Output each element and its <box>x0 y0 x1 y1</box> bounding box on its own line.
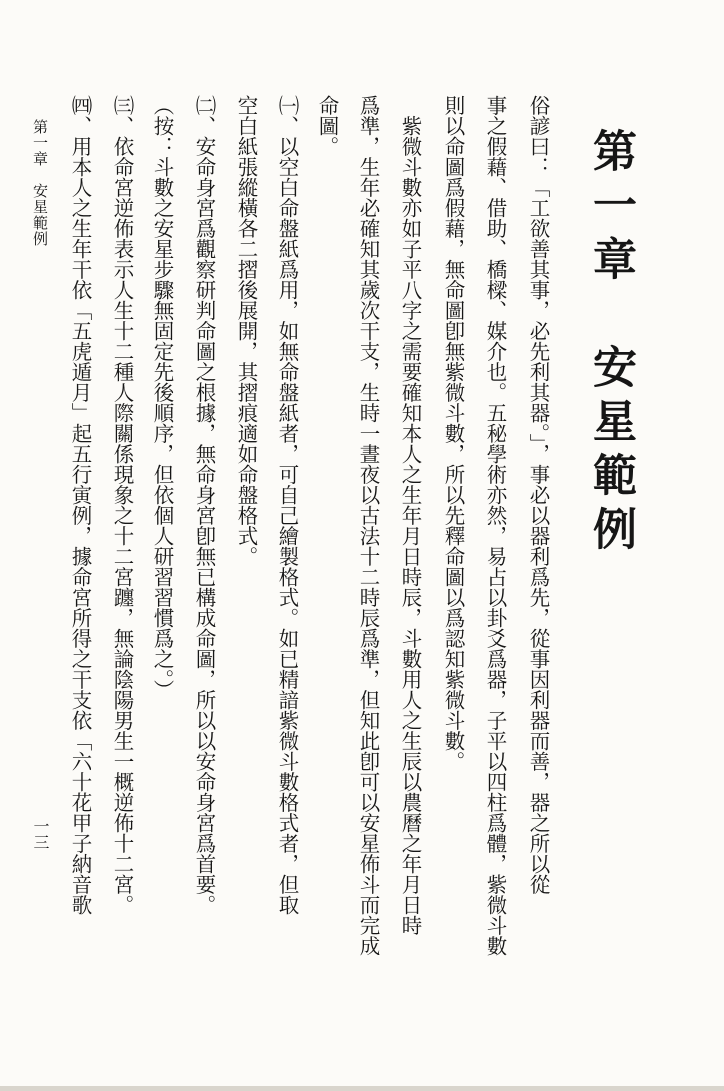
body-line-10: （按：斗數之安星步驟無固定先後順序，但依個人研習習慣爲之。） <box>150 95 174 700</box>
body-line-1: 俗諺曰：「工欲善其事，必先利其器。」，事必以器利爲先，從事因利器而善，器之所以從 <box>526 95 550 895</box>
body-line-11: ㈢、依命宮逆佈表示人生十二種人際關係現象之十二宮躔，無論陰陽男生一概逆佈十二宮。 <box>110 95 134 915</box>
body-line-4: 紫微斗數亦如子平八字之需要確知本人之生年月日時辰，斗數用人之生辰以農曆之年月日時 <box>398 95 422 936</box>
body-line-12: ㈣、用本人之生年干依「五虎遁月」起五行寅例，據命宮所得之干支依「六十花甲子納音歌 <box>68 95 92 915</box>
body-line-2: 事之假藉、借助、橋樑、媒介也。五秘學術亦然，易占以卦爻爲器，子平以四柱爲體，紫微斗數 <box>483 95 507 956</box>
body-line-7: ㈠、以空白命盤紙爲用，如無命盤紙者，可自己繪製格式。如已精諳紫微斗數格式者，但取 <box>275 95 299 915</box>
body-line-9: ㈡、安命身宮爲觀察研判命圖之根據，無命身宮卽無已構成命圖，所以以安命身宮爲首要。 <box>192 95 216 915</box>
chapter-title: 第一章 安星範例 <box>585 128 636 560</box>
page-number: 一三 <box>31 818 50 850</box>
body-line-8: 空白紙張縱橫各二摺後展開，其摺痕適如命盤格式。 <box>234 95 258 567</box>
page-bottom-edge <box>0 1086 724 1091</box>
body-line-5: 爲準，生年必確知其歲次干支，生時一晝夜以古法十二時辰爲準，但知此卽可以安星佈斗而完成 <box>356 95 380 956</box>
body-line-6: 命圖。 <box>315 95 339 157</box>
running-footer-chapter: 第一章 安星範例 <box>31 119 49 247</box>
body-line-3: 則以命圖爲假藉，無命圖卽無紫微斗數，所以先釋命圖以爲認知紫微斗數。 <box>441 95 465 772</box>
